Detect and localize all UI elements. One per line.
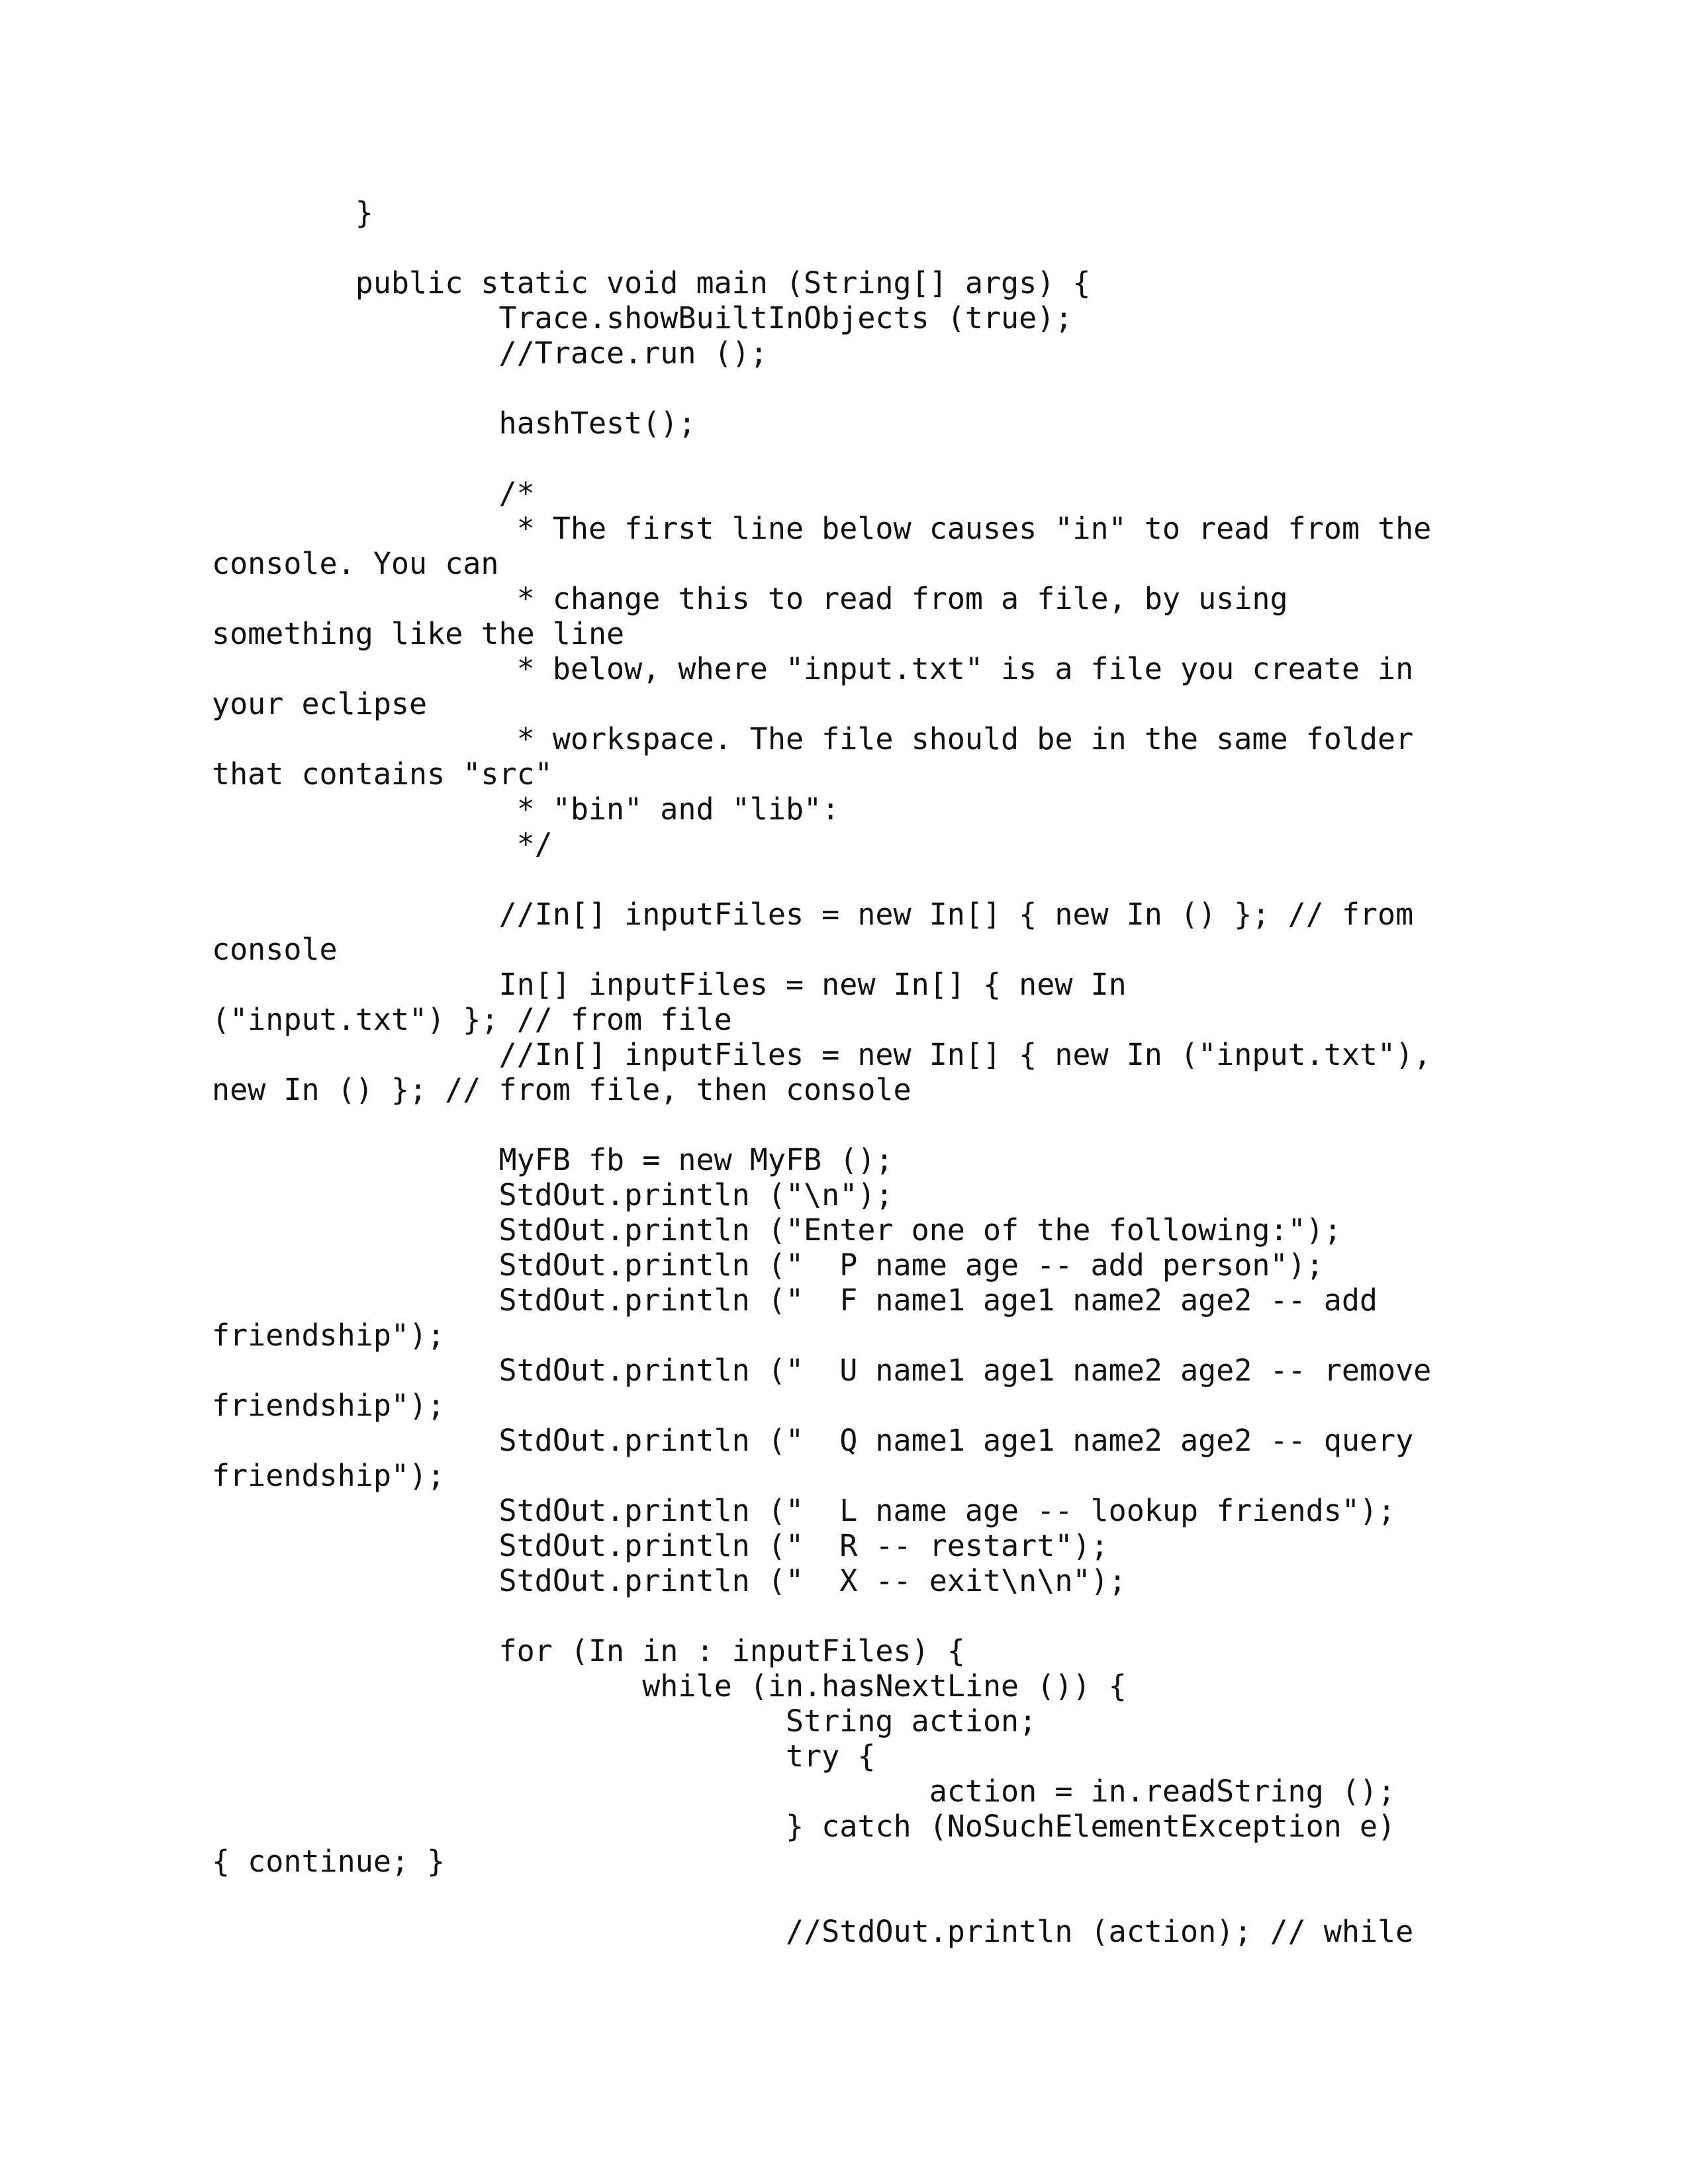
code-line: { continue; } [212, 1844, 445, 1879]
code-line: action = in.readString (); [212, 1774, 1396, 1809]
code-line [212, 1598, 1509, 1633]
code-line: //In[] inputFiles = new In[] { new In ("input.txt"), [212, 1037, 1432, 1072]
code-line: for (In in : inputFiles) { [212, 1633, 965, 1668]
code-line: In[] inputFiles = new In[] { new In [212, 967, 1127, 1002]
code-line: StdOut.println (" Q name1 age1 name2 age2 -- query [212, 1423, 1414, 1458]
code-line: * change this to read from a file, by using [212, 581, 1288, 616]
code-line: */ [212, 827, 553, 862]
code-line: console. You can [212, 546, 499, 581]
code-line: console [212, 932, 338, 967]
code-line [212, 1107, 1509, 1142]
code-line: your eclipse [212, 686, 428, 721]
code-line: public static void main (String[] args) { [212, 265, 1091, 300]
code-line: while (in.hasNextLine ()) { [212, 1668, 1127, 1704]
code-line: String action; [212, 1704, 1037, 1739]
code-line [212, 230, 1509, 265]
code-line: * "bin" and "lib": [212, 792, 840, 827]
code-line: StdOut.println ("Enter one of the following:"); [212, 1212, 1342, 1248]
code-line: * below, where "input.txt" is a file you create in [212, 651, 1414, 686]
code-line: StdOut.println ("\n"); [212, 1177, 894, 1212]
code-line: } [212, 195, 373, 230]
code-line: something like the line [212, 616, 625, 651]
code-line: } catch (NoSuchElementException e) [212, 1809, 1396, 1844]
code-line: //Trace.run (); [212, 336, 768, 371]
code-line: friendship"); [212, 1388, 445, 1423]
code-line: StdOut.println (" P name age -- add person"); [212, 1248, 1324, 1283]
code-line: Trace.showBuiltInObjects (true); [212, 300, 1073, 336]
code-line [212, 371, 1509, 406]
code-line [212, 441, 1509, 476]
code-listing [212, 195, 1509, 1949]
code-line: //StdOut.println (action); // while [212, 1914, 1414, 1949]
code-line: * workspace. The file should be in the same folder [212, 721, 1414, 756]
code-line: hashTest(); [212, 406, 696, 441]
code-line: //In[] inputFiles = new In[] { new In () }; // from [212, 897, 1414, 932]
code-line: that contains "src" [212, 756, 553, 792]
code-line: new In () }; // from file, then console [212, 1072, 912, 1107]
code-line: StdOut.println (" R -- restart"); [212, 1528, 1109, 1563]
code-line: StdOut.println (" U name1 age1 name2 age2 -- remove [212, 1353, 1432, 1388]
code-line: StdOut.println (" F name1 age1 name2 age2 -- add [212, 1283, 1378, 1318]
code-line: ("input.txt") }; // from file [212, 1002, 732, 1037]
code-line: * The first line below causes "in" to read from the [212, 511, 1432, 546]
code-line: friendship"); [212, 1318, 445, 1353]
code-line: StdOut.println (" X -- exit\n\n"); [212, 1563, 1127, 1598]
code-line [212, 862, 1509, 897]
code-line: /* [212, 476, 535, 511]
code-line: StdOut.println (" L name age -- lookup friends"); [212, 1493, 1396, 1528]
code-line: friendship"); [212, 1458, 445, 1493]
code-line: MyFB fb = new MyFB (); [212, 1142, 894, 1177]
code-line [212, 1879, 1509, 1914]
code-line: try { [212, 1739, 876, 1774]
